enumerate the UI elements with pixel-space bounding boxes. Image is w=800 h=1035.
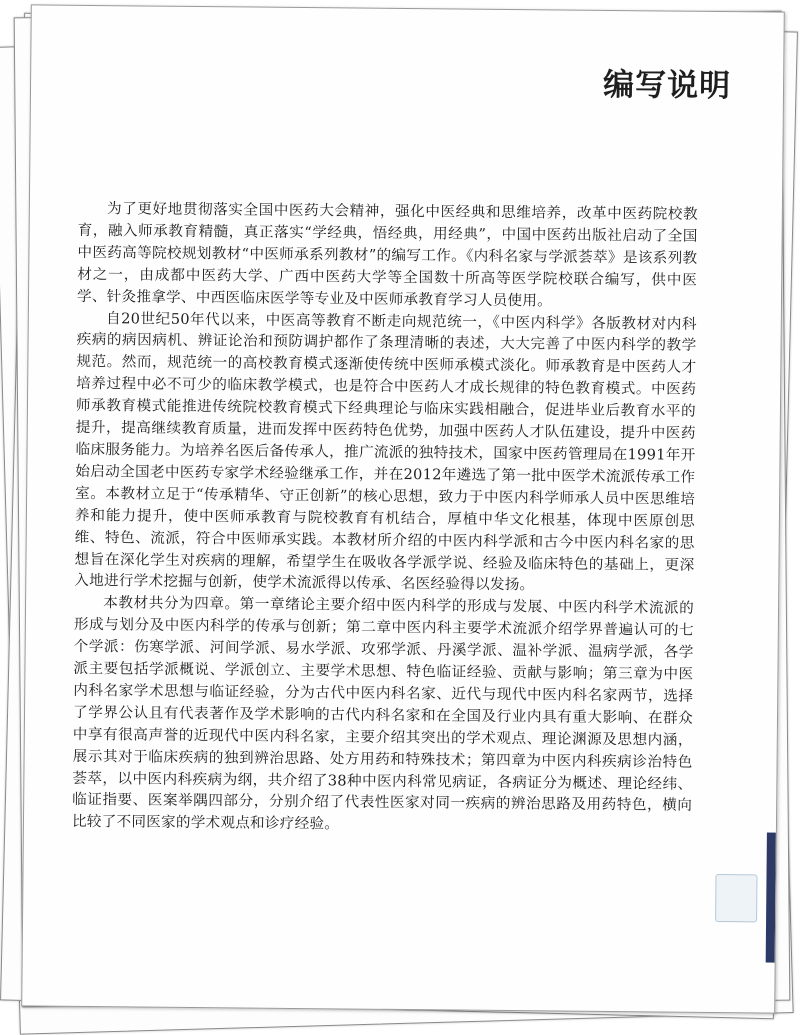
paragraph-2: 自20世纪50年代以来，中医高等教育不断走向规范统一，《中医内科学》各版教材对内科疾病的病因病机、辨证论治和预防调护都作了条理清晰的表述，大大完善了中医内科学的教学规范。然而，规范统一的高校教育模式逐渐使传统中医师承模式淡化。师承教育是中医药人才培养过程中必不可少的临床教学模式，也是符合中医药人才成长规律的特色教育模式。中医药师承教育模式能推进传统院校教育模式下经典理论与临床实践相融合，促进毕业后教育水平的提升，提高继续教育质量，进而发挥中医药特色优势，加强中医药人才队伍建设，提升中医药临床服务能力。为培养名医后备传承人，推广流派的独特技术，国家中医药管理局在1991年开始启动全国老中医药专家学术经验继承工作，并在2012年遴选了第一批中医学术流派传承工作室。本教材立足于“传承精华、守正创新”的核心思想，致力于中医内科学师承人员中医思维培养和能力提升，使中医师承教育与院校教育有机结合，厚植中华文化根基，体现中医原创思维、特色、流派，符合中医师承实践。本教材所介绍的中医内科学派和古今中医内科名家的思想旨在深化学生对疾病的理解，希望学生在吸收各学派学说、经验及临床特色的基础上，更深入地进行学术挖掘与创新，使学术流派得以传承、名医经验得以发扬。 — [74, 309, 697, 594]
underlying-cover-edge — [766, 833, 776, 963]
corner-sticker — [715, 874, 757, 922]
paragraph-1: 为了更好地贯彻落实全国中医药大会精神，强化中医经典和思维培养，改革中医药院校教育，融入师承教育精髓，真正落实“学经典，悟经典，用经典”，中国中医药出版社启动了全国中医药高等院校规划教材“中医师承系列教材”的编写工作。《内科名家与学派荟萃》是该系列教材之一，由成都中医药大学、广西中医药大学等全国数十所高等医学院校联合编写，供中医学、针灸推拿学、中西医临床医学等专业及中医师承教育学习人员使用。 — [76, 200, 698, 310]
paragraph-3: 本教材共分为四章。第一章绪论主要介绍中医内科学的形成与发展、中医内科学术流派的形成与划分及中医内科学的传承与创新；第二章中医内科主要学术流派介绍学界普遍认可的七个学派：伤寒学派、河间学派、易水学派、攻邪学派、丹溪学派、温补学派、温病学派，各学派主要包括学派概说、学派创立、主要学术思想、特色临证经验、贡献与影响；第三章为中医内科名家学术思想与临证经验，分为古代中医内科名家、近代与现代中医内科名家两节，选择了学界公认且有代表著作及学术影响的古代内科名家和在全国及行业内具有重大影响、在群众中享有很高声誉的近现代中医内科名家，主要介绍其突出的学术观点、理论渊源及思想内涵，展示其对于临床疾病的独到辨治思路、处方用药和特殊技术；第四章为中医内科疾病诊治特色荟萃，以中医内科疾病为纲，共介绍了38种中医内科常见病证，各病证分为概述、理论经纬、临证指要、医案举隅四部分，分别介绍了代表性医家对同一疾病的辨治思路及用药特色，横向比较了不同医家的学术观点和诊疗经验。 — [71, 594, 695, 833]
document-page — [21, 4, 785, 1013]
document-body — [72, 198, 698, 839]
page-title: 编写说明 — [602, 66, 732, 105]
